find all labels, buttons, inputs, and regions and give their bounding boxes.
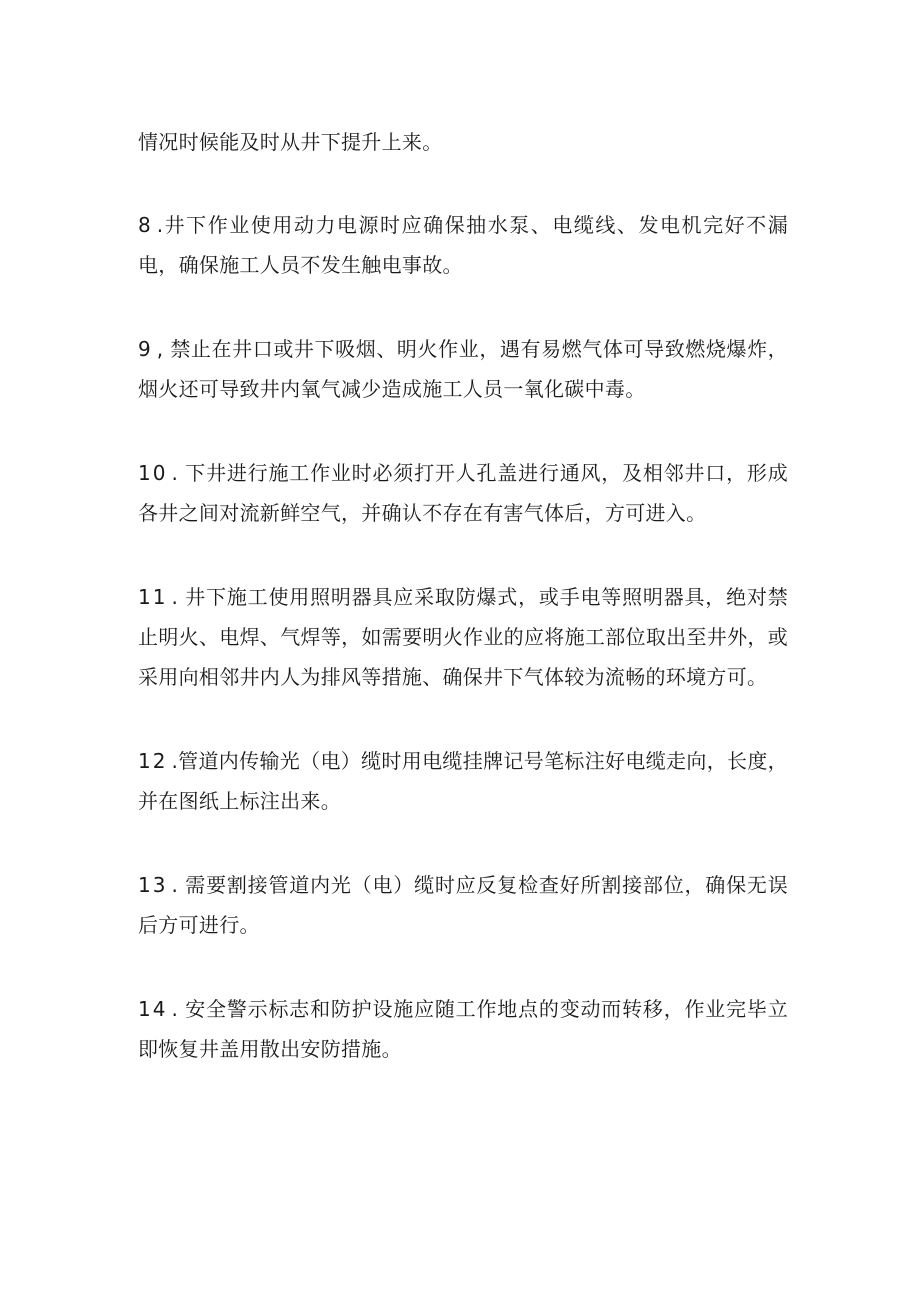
paragraph-item-14: [138, 989, 788, 1069]
paragraph-continuation: [138, 122, 788, 162]
item-number: 11: [138, 585, 168, 609]
paragraph-text: .管道内传输光（电）缆时用电缆挂牌记号笔标注好电缆走向，长度，并在图纸上标注出来。: [138, 749, 788, 813]
paragraph-item-11: [138, 577, 788, 697]
paragraph-text: . 需要割接管道内光（电）缆时应反复检查好所割接部位，确保无误后方可进行。: [138, 873, 788, 937]
paragraph-item-9: [138, 329, 788, 409]
paragraph-text: , 禁止在井口或井下吸烟、明火作业，遇有易燃气体可导致燃烧爆炸，烟火还可导致井内氧气减少造成施工人员一氧化碳中毒。: [138, 337, 788, 401]
document-body: [138, 122, 788, 1113]
paragraph-item-8: [138, 205, 788, 285]
paragraph-text: 情况时候能及时从井下提升上来。: [138, 130, 443, 154]
item-number: 9: [138, 337, 153, 361]
paragraph-item-13: [138, 865, 788, 945]
item-number: 14: [138, 997, 168, 1021]
paragraph-text: . 安全警示标志和防护设施应随工作地点的变动而转移，作业完毕立即恢复井盖用散出安防措施。: [138, 997, 788, 1061]
item-number: 10: [138, 461, 168, 485]
paragraph-text: . 井下施工使用照明器具应采取防爆式，或手电等照明器具，绝对禁止明火、电焊、气焊等，如需要明火作业的应将施工部位取出至井外，或采用向相邻井内人为排风等措施、确保井下气体较为流畅的环境方可。: [138, 585, 788, 689]
item-number: 8: [138, 213, 153, 237]
item-number: 13: [138, 873, 168, 897]
paragraph-item-10: [138, 453, 788, 533]
paragraph-text: .井下作业使用动力电源时应确保抽水泵、电缆线、发电机完好不漏电，确保施工人员不发生触电事故。: [138, 213, 788, 277]
item-number: 12: [138, 749, 168, 773]
paragraph-text: . 下井进行施工作业时必须打开人孔盖进行通风，及相邻井口，形成各井之间对流新鲜空气，并确认不存在有害气体后，方可进入。: [138, 461, 788, 525]
paragraph-item-12: [138, 741, 788, 821]
